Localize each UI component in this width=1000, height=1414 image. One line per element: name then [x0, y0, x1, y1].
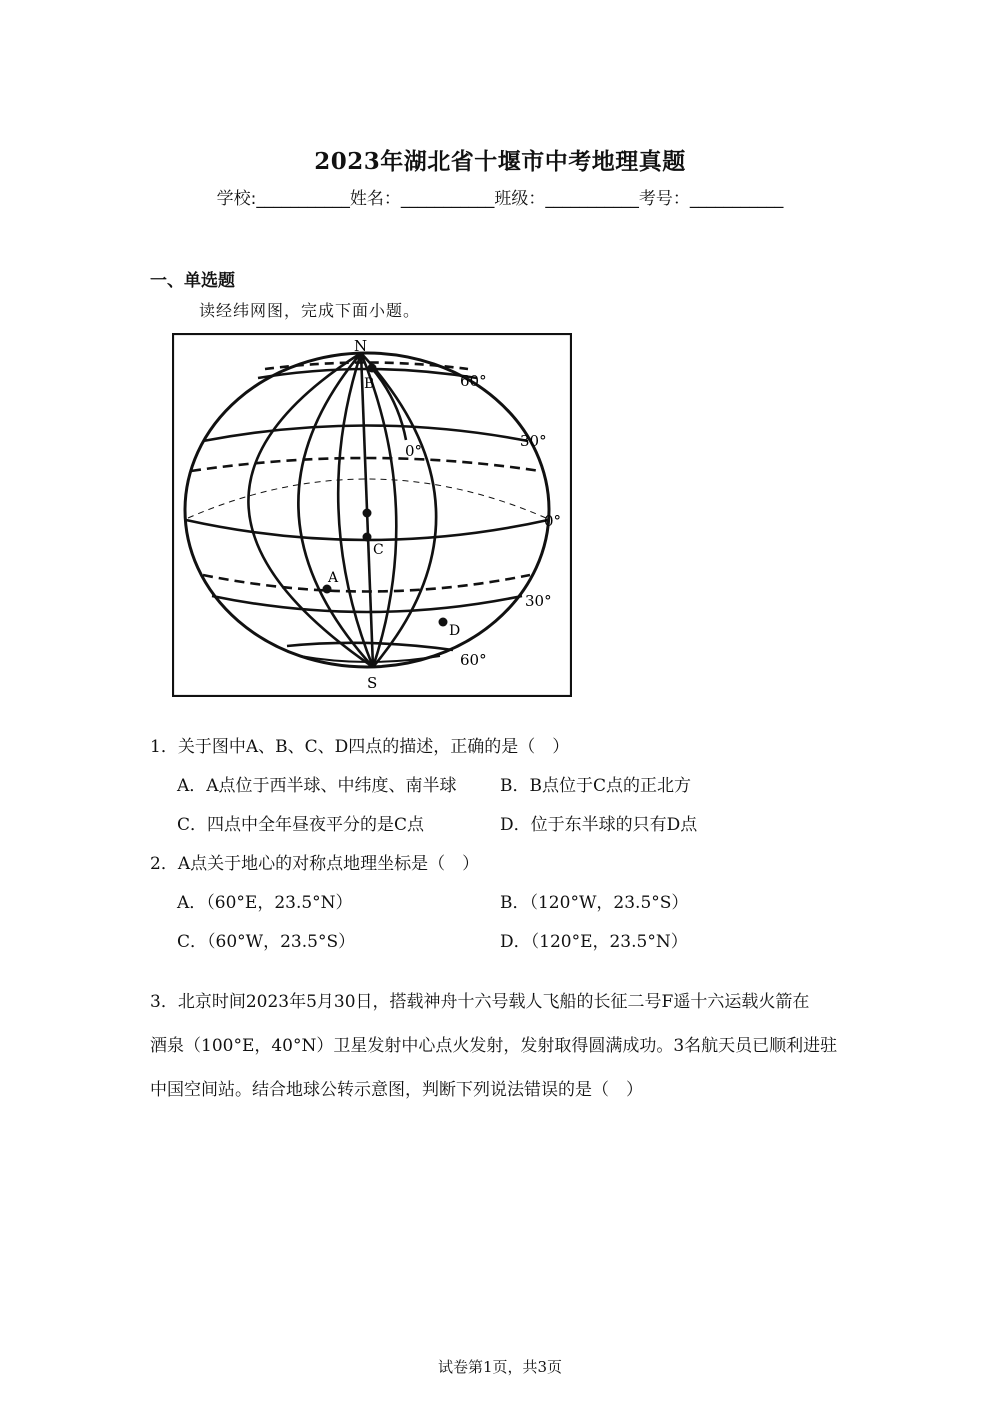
student-info-line: 学校:___________姓名：___________班级：___________考号：___________ [216, 189, 784, 209]
question-3-line-1: 3．北京时间2023年5月30日，搭载神舟十六号载人飞船的长征二号F遥十六运载火箭在 [150, 992, 810, 1012]
label-equator: 0° [544, 512, 562, 530]
page-footer: 试卷第1页，共3页 [437, 1358, 563, 1376]
label-point-a: A [328, 570, 339, 586]
graticule-figure [172, 333, 572, 697]
section-intro: 读经纬网图，完成下面小题。 [199, 301, 421, 320]
point-d-dot [439, 618, 448, 627]
question-3-line-3: 中国空间站。结合地球公转示意图，判断下列说法错误的是（ ） [150, 1080, 643, 1100]
label-point-c: C [373, 542, 384, 558]
section-heading: 一、单选题 [150, 271, 235, 291]
label-lat60n: 60° [460, 372, 487, 390]
question-3-text [150, 980, 870, 1112]
question-1-option-b: B．B点位于C点的正北方 [500, 776, 691, 796]
question-2-option-b: B．（120°W，23.5°S） [500, 893, 689, 913]
label-n: N [354, 337, 368, 355]
question-2-option-c: C．（60°W，23.5°S） [177, 932, 356, 952]
page-title: 2023年湖北省十堰市中考地理真题 [314, 148, 686, 175]
question-1-option-c: C．四点中全年昼夜平分的是C点 [177, 815, 425, 835]
label-s: S [367, 674, 378, 692]
question-2-option-d: D．（120°E，23.5°N） [500, 932, 688, 952]
point-b-dot [368, 364, 377, 373]
label-meridian0: 0° [405, 442, 423, 460]
question-2-option-a: A．（60°E，23.5°N） [177, 893, 353, 913]
question-1-stem: 1．关于图中A、B、C、D四点的描述，正确的是（ ） [150, 737, 570, 757]
lat-tropic-s-dash [203, 575, 530, 592]
question-1-option-a: A．A点位于西半球、中纬度、南半球 [177, 776, 457, 796]
label-lat30n: 30° [520, 432, 547, 450]
question-1-option-d: D．位于东半球的只有D点 [500, 815, 698, 835]
point-upper-dot [363, 509, 372, 518]
lat-60s-line [287, 643, 453, 650]
point-c-dot [363, 533, 372, 542]
label-lat60s: 60° [460, 651, 487, 669]
lat-30s-line [212, 596, 522, 612]
question-3-line-2: 酒泉（100°E，40°N）卫星发射中心点火发射，发射取得圆满成功。3名航天员已顺利进驻 [150, 1036, 838, 1056]
label-point-d: D [449, 623, 461, 639]
question-2-stem: 2．A点关于地心的对称点地理坐标是（ ） [150, 854, 480, 874]
meridian-left-3 [248, 353, 373, 667]
label-point-b: B [364, 376, 375, 392]
label-lat30s: 30° [525, 592, 552, 610]
